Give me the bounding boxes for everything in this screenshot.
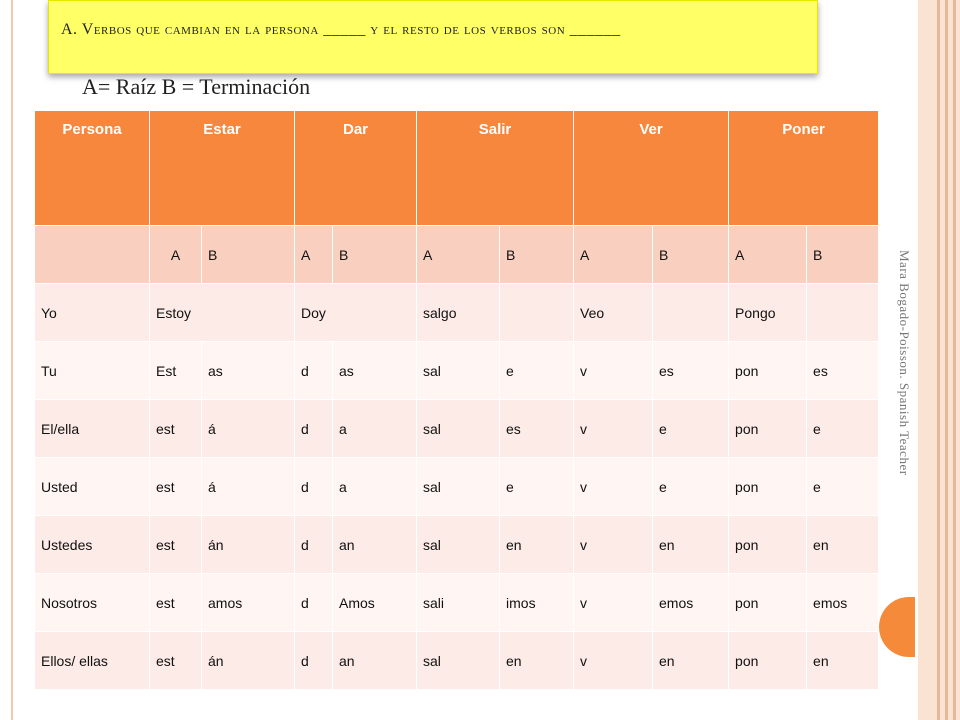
table-subheader-row xyxy=(35,226,879,284)
table-cell: Doy xyxy=(295,284,417,342)
table-cell: v xyxy=(574,458,653,516)
subheader-b: B xyxy=(202,226,295,284)
table-header-row xyxy=(35,111,879,226)
table-cell: v xyxy=(574,342,653,400)
header-poner: Poner xyxy=(729,111,879,226)
persona-cell: Usted xyxy=(35,458,150,516)
table-cell: emos xyxy=(807,574,879,632)
table-cell: pon xyxy=(729,342,807,400)
slide-subtitle: A= Raíz B = Terminación xyxy=(82,74,311,99)
table-cell: án xyxy=(202,632,295,690)
header-dar: Dar xyxy=(295,111,417,226)
persona-cell: El/ella xyxy=(35,400,150,458)
table-cell: e xyxy=(653,400,729,458)
table-cell: sal xyxy=(417,632,500,690)
table-cell: pon xyxy=(729,400,807,458)
table-row-usted xyxy=(35,458,879,516)
table-cell: es xyxy=(807,342,879,400)
table-cell: sali xyxy=(417,574,500,632)
table-row-ustedes xyxy=(35,516,879,574)
table-cell: as xyxy=(202,342,295,400)
subheader-a: A xyxy=(295,226,333,284)
table-cell: est xyxy=(150,574,202,632)
table-cell: pon xyxy=(729,458,807,516)
table-cell: est xyxy=(150,632,202,690)
table-cell: d xyxy=(295,574,333,632)
subheader-a: A xyxy=(150,226,202,284)
subheader-b: B xyxy=(333,226,417,284)
table-cell: d xyxy=(295,516,333,574)
table-cell: án xyxy=(202,516,295,574)
subheader-a: A xyxy=(417,226,500,284)
table-cell: en xyxy=(500,516,574,574)
table-row-ellos-ellas xyxy=(35,632,879,690)
table-cell: sal xyxy=(417,458,500,516)
subheader-a: A xyxy=(574,226,653,284)
table-cell xyxy=(653,284,729,342)
table-cell: est xyxy=(150,516,202,574)
table-cell: Pongo xyxy=(729,284,807,342)
table-row-nosotros xyxy=(35,574,879,632)
band-line xyxy=(945,0,948,720)
band-line xyxy=(937,0,940,720)
table-cell: a xyxy=(333,400,417,458)
persona-cell: Ustedes xyxy=(35,516,150,574)
table-cell: pon xyxy=(729,574,807,632)
table-cell: es xyxy=(500,400,574,458)
table-cell: an xyxy=(333,632,417,690)
table-cell: imos xyxy=(500,574,574,632)
table-cell: Veo xyxy=(574,284,653,342)
table-cell: sal xyxy=(417,342,500,400)
table-cell: v xyxy=(574,574,653,632)
right-decorative-band xyxy=(918,0,960,720)
subheader-b: B xyxy=(500,226,574,284)
table-cell: d xyxy=(295,400,333,458)
table-cell: pon xyxy=(729,516,807,574)
table-cell: es xyxy=(653,342,729,400)
table-cell: pon xyxy=(729,632,807,690)
header-salir: Salir xyxy=(417,111,574,226)
table-cell: sal xyxy=(417,400,500,458)
table-row-el-ella xyxy=(35,400,879,458)
header-estar: Estar xyxy=(150,111,295,226)
persona-cell: Nosotros xyxy=(35,574,150,632)
subheader-empty xyxy=(35,226,150,284)
band-line xyxy=(953,0,956,720)
table-cell: salgo xyxy=(417,284,500,342)
table-cell: d xyxy=(295,632,333,690)
title-box xyxy=(48,0,818,74)
persona-cell: Ellos/ ellas xyxy=(35,632,150,690)
table-cell: en xyxy=(653,632,729,690)
table-cell: Est xyxy=(150,342,202,400)
table-cell: as xyxy=(333,342,417,400)
table-cell xyxy=(500,284,574,342)
table-cell: e xyxy=(500,458,574,516)
subheader-a: A xyxy=(729,226,807,284)
persona-cell: Yo xyxy=(35,284,150,342)
table-cell: est xyxy=(150,400,202,458)
table-cell: d xyxy=(295,342,333,400)
table-cell: Amos xyxy=(333,574,417,632)
table-cell: en xyxy=(500,632,574,690)
table-cell: Estoy xyxy=(150,284,295,342)
table-cell: en xyxy=(807,632,879,690)
table-cell: sal xyxy=(417,516,500,574)
table-cell: est xyxy=(150,458,202,516)
table-cell: a xyxy=(333,458,417,516)
slide-title: A. Verbos que cambian en la persona _____ y el resto de los verbos son ______ xyxy=(61,21,621,38)
subheader-b: B xyxy=(653,226,729,284)
table-cell: á xyxy=(202,458,295,516)
verb-conjugation-table xyxy=(34,110,879,690)
left-decorative-rule xyxy=(11,0,13,720)
author-credit: Mara Bogado-Poisson. Spanish Teacher xyxy=(897,250,912,476)
table-cell: v xyxy=(574,516,653,574)
orange-decorative-shape xyxy=(879,597,915,657)
table-cell: amos xyxy=(202,574,295,632)
table-cell: v xyxy=(574,632,653,690)
table-cell: en xyxy=(653,516,729,574)
table-cell: d xyxy=(295,458,333,516)
table-cell: v xyxy=(574,400,653,458)
table-cell xyxy=(807,284,879,342)
table-cell: an xyxy=(333,516,417,574)
persona-cell: Tu xyxy=(35,342,150,400)
table-cell: e xyxy=(653,458,729,516)
header-ver: Ver xyxy=(574,111,729,226)
table-cell: e xyxy=(500,342,574,400)
table-cell: á xyxy=(202,400,295,458)
table-row-tu xyxy=(35,342,879,400)
table-row-yo xyxy=(35,284,879,342)
table-cell: e xyxy=(807,400,879,458)
table-cell: emos xyxy=(653,574,729,632)
header-persona: Persona xyxy=(35,111,150,226)
table-cell: e xyxy=(807,458,879,516)
subheader-b: B xyxy=(807,226,879,284)
table-cell: en xyxy=(807,516,879,574)
